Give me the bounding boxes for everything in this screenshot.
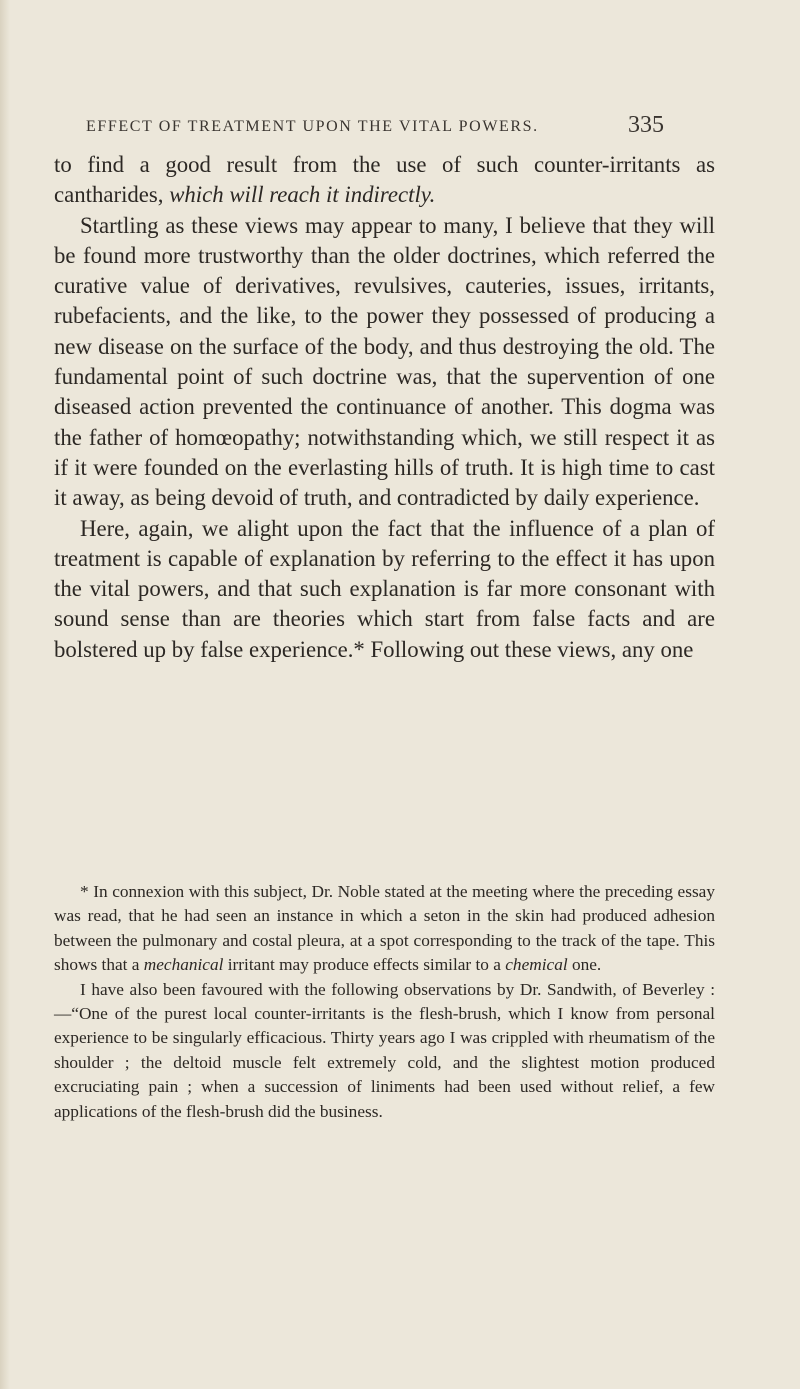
paragraph-1: [54, 150, 715, 211]
footnote-1: [54, 880, 715, 978]
footnote-1-text-b: irritant may produce effects similar to a: [223, 955, 506, 975]
footnote-1-italic-a: mechanical: [143, 955, 224, 975]
page-edge: [0, 0, 10, 1389]
footnote-2: I have also been favoured with the following observations by Dr. Sandwith, of Beverley :—“One of the purest local counter-irritants is the flesh-brush, which I know from personal experience to be singularly efficacious. Thirty years ago I was crippled with rheumatism of the shoulder ; the deltoid muscle felt extremely cold, and the slightest motion produced excruciating pain ; when a succession of liniments had been used without relief, a few applications of the flesh-brush did the business.: [54, 979, 715, 1121]
footnote-1-italic-b: chemical: [505, 955, 568, 975]
footnote-1-text-c: one.: [567, 955, 602, 975]
footnote-1-text-a: * In connexion with this subject, Dr. Noble stated at the meeting where the preceding essay was read, that he had seen an instance in which a seton in the skin had produced adhesion between the pulmonary and costal pleura, at a spot corresponding to the track of the tape. This shows that a: [54, 882, 715, 975]
running-head-title: EFFECT OF TREATMENT UPON THE VITAL POWERS.: [86, 118, 539, 135]
paragraph-1-italic: which will reach it indirectly.: [169, 182, 436, 208]
paragraph-3: Here, again, we alight upon the fact that the influence of a plan of treatment is capable of explanation by referring to the effect it has upon the vital powers, and that such explanation is far more consonant with sound sense than are theories which start from false facts and are bolstered up by false experience.* Following out these views, any one: [54, 515, 715, 662]
body-text: [54, 150, 715, 665]
footnotes: [54, 880, 715, 1124]
paragraph-2: Startling as these views may appear to many, I believe that they will be found more trustworthy than the older doctrines, which referred the curative value of derivatives, revulsives, cauteries, issues, irritants, rubefacients, and the like, to the power they possessed of producing a new disease on the surface of the body, and thus destroying the old. The fundamental point of such doctrine was, that the supervention of one diseased action prevented the continuance of another. This dogma was the father of homœopathy; notwithstanding which, we still respect it as if it were founded on the everlasting hills of truth. It is high time to cast it away, as being devoid of truth, and contradicted by daily experience.: [54, 212, 715, 511]
page-number: 335: [628, 112, 664, 138]
paragraph-1-text: to find a good result from the use of such counter-irritants as cantharides,: [54, 152, 715, 208]
running-head: [86, 112, 664, 142]
